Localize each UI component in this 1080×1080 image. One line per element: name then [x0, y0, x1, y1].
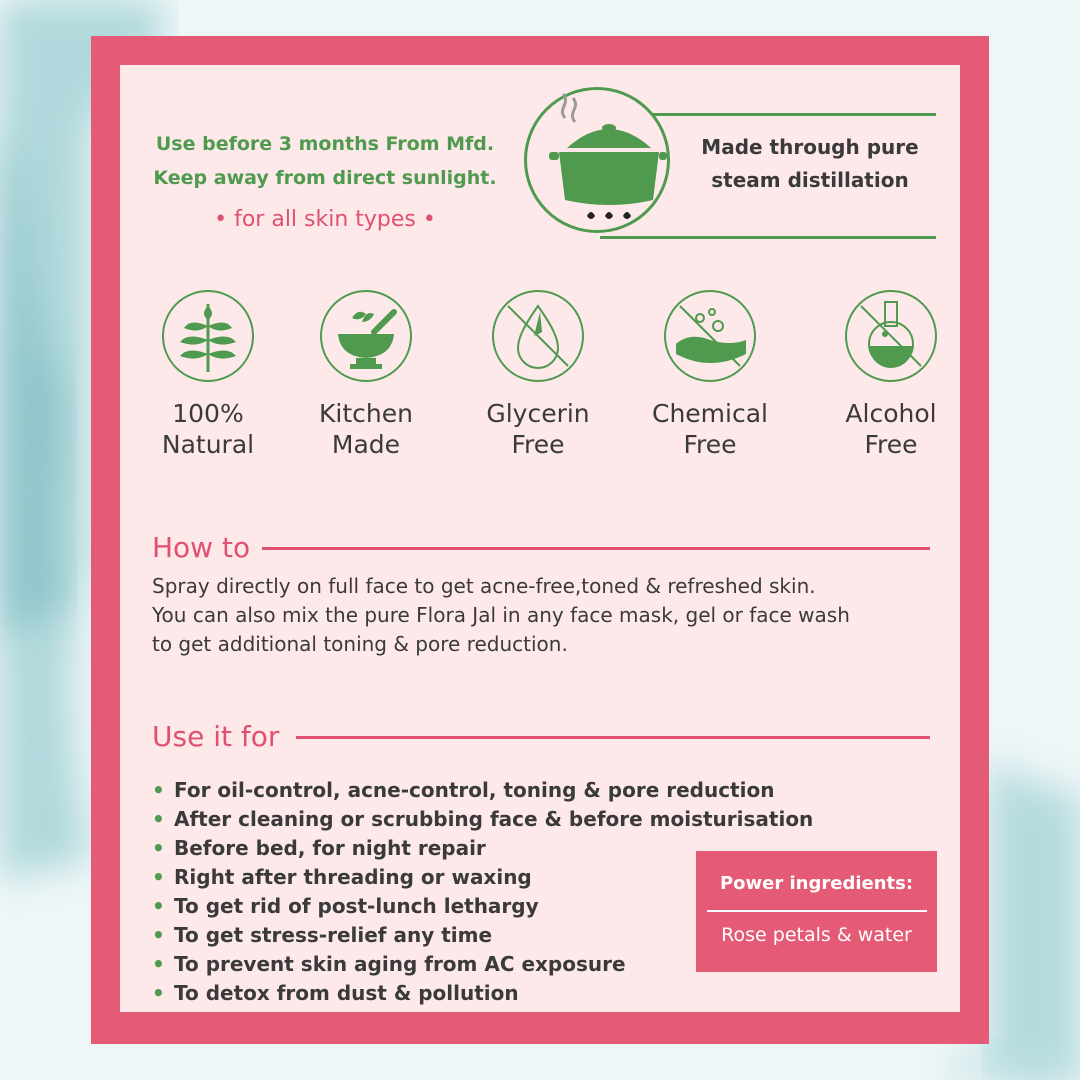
feature-label: Free — [683, 430, 737, 459]
feature-label: Free — [864, 430, 918, 459]
bullet: • — [152, 894, 165, 918]
pot-icon — [527, 90, 667, 230]
bullet: • — [152, 865, 165, 889]
feature-chemical-free — [625, 290, 795, 460]
how-to-text — [152, 572, 952, 659]
list-item-text: After cleaning or scrubbing face & before moisturisation — [174, 807, 814, 831]
how-to-line: Spray directly on full face to get acne-free,toned & refreshed skin. — [152, 574, 816, 598]
list-item-text: For oil-control, acne-control, toning & pore reduction — [174, 778, 775, 802]
warning-line: Keep away from direct sunlight. — [153, 167, 497, 189]
list-item-text: To get stress-relief any time — [174, 923, 493, 947]
feature-natural — [123, 290, 293, 460]
list-item-text: To detox from dust & pollution — [174, 981, 519, 1005]
no-alcohol-flask-icon — [845, 290, 937, 382]
how-to-rule — [262, 547, 930, 550]
feature-label: Chemical — [652, 399, 768, 428]
use-it-for-title: Use it for — [152, 720, 280, 753]
list-item-text: To get rid of post-lunch lethargy — [174, 894, 539, 918]
how-to-line: You can also mix the pure Flora Jal in any face mask, gel or face wash — [152, 603, 850, 627]
feature-alcohol-free — [806, 290, 976, 460]
feature-label: Alcohol — [845, 399, 937, 428]
bullet: • — [152, 778, 165, 802]
usage-warnings — [120, 127, 530, 232]
list-item — [150, 979, 850, 1008]
how-to-title: How to — [152, 531, 251, 564]
steam-text-line: Made through pure — [701, 135, 919, 159]
ingredients-divider — [707, 910, 927, 912]
bullet: • — [152, 952, 165, 976]
feature-label: Natural — [161, 430, 255, 459]
feature-label: 100% — [172, 399, 244, 428]
no-glycerin-drop-icon — [492, 290, 584, 382]
skin-types-note: • for all skin types • — [214, 207, 436, 232]
ingredients-value: Rose petals & water — [721, 924, 912, 946]
how-to-line: to get additional toning & pore reduction. — [152, 632, 568, 656]
bottom-divider-line — [600, 236, 936, 239]
feature-label: Made — [331, 430, 401, 459]
feature-label: Glycerin — [486, 399, 590, 428]
feature-label: Free — [511, 430, 565, 459]
bullet: • — [152, 807, 165, 831]
power-ingredients-box — [696, 851, 937, 972]
steam-text-line: steam distillation — [711, 168, 909, 192]
use-it-for-rule — [296, 736, 930, 739]
mortar-pestle-icon — [320, 290, 412, 382]
list-item — [150, 776, 850, 805]
list-item — [150, 805, 850, 834]
feature-glycerin-free — [453, 290, 623, 460]
list-item-text: Right after threading or waxing — [174, 865, 532, 889]
feature-kitchen-made — [281, 290, 451, 460]
bullet: • — [152, 836, 165, 860]
steam-distillation-text — [680, 131, 940, 197]
no-chemical-icon — [664, 290, 756, 382]
feature-label: Kitchen — [319, 399, 413, 428]
leaf-icon — [162, 290, 254, 382]
list-item-text: To prevent skin aging from AC exposure — [174, 952, 626, 976]
ingredients-heading: Power ingredients: — [719, 873, 914, 894]
steam-pot-badge — [524, 87, 670, 233]
bullet: • — [152, 923, 165, 947]
label-frame — [91, 36, 989, 1044]
label-panel — [120, 65, 960, 1012]
warning-line: Use before 3 months From Mfd. — [155, 133, 495, 155]
bullet: • — [152, 981, 165, 1005]
list-item-text: Before bed, for night repair — [174, 836, 486, 860]
